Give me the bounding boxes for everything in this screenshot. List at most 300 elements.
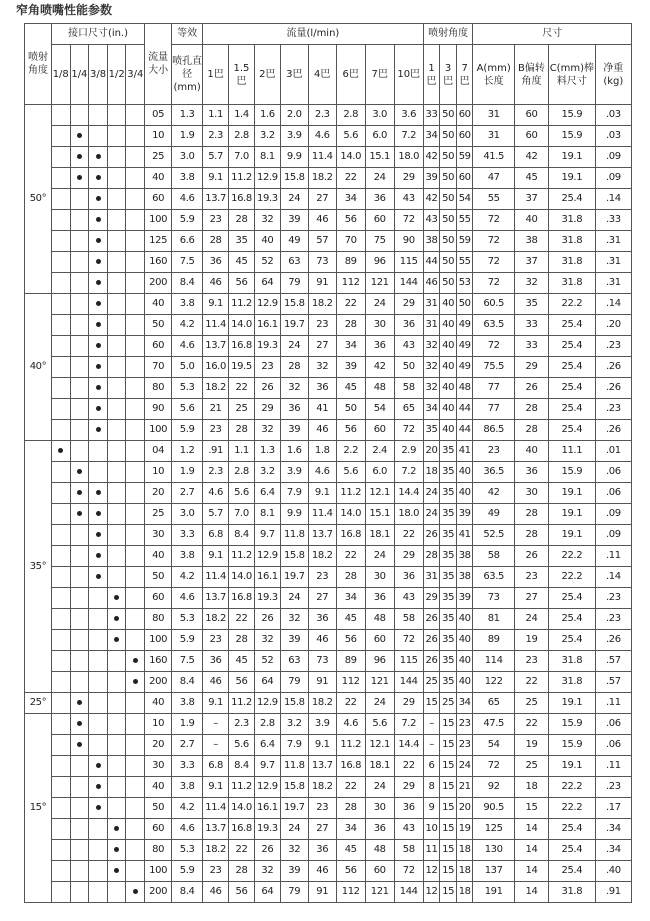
angle-value-cell: 40: [456, 483, 473, 504]
flow-cell: 60: [365, 420, 394, 441]
connection-cell: [51, 546, 70, 567]
flow-cell: 9.1: [203, 168, 229, 189]
weight-cell: .06: [595, 714, 631, 735]
flow-cell: 1.6: [254, 105, 280, 126]
dim-c-cell: 25.4: [549, 420, 596, 441]
connection-cell: [70, 420, 89, 441]
angle-value-cell: 35: [440, 609, 457, 630]
dim-c-cell: 31.8: [549, 210, 596, 231]
flow-cell: 36: [203, 651, 229, 672]
angle-value-cell: 25: [423, 672, 440, 693]
dim-c-cell: 31.8: [549, 651, 596, 672]
flow-cell: 52: [254, 252, 280, 273]
flow-cell: 32: [254, 630, 280, 651]
flow-cell: 1.6: [280, 441, 308, 462]
angle-value-cell: 15: [440, 819, 457, 840]
flow-cell: 12.9: [254, 294, 280, 315]
angle-value-cell: 24: [423, 504, 440, 525]
weight-cell: .17: [595, 798, 631, 819]
connection-cell: [107, 420, 126, 441]
angle-value-cell: 40: [456, 630, 473, 651]
flow-cell: 3.2: [254, 126, 280, 147]
flow-cell: 11.4: [203, 315, 229, 336]
dim-b-cell: 18: [514, 777, 548, 798]
flow-cell: 6.8: [203, 525, 229, 546]
flow-cell: 24: [365, 777, 394, 798]
dim-a-cell: 122: [473, 672, 514, 693]
connection-cell: [70, 315, 89, 336]
dim-c-cell: 11.1: [549, 441, 596, 462]
flow-cell: 79: [280, 882, 308, 903]
connection-cell: [107, 357, 126, 378]
flow-cell: 11.2: [229, 546, 255, 567]
flow-cell: 19.7: [280, 567, 308, 588]
angle-value-cell: 19: [456, 819, 473, 840]
header-angle-pressure: 7巴: [456, 45, 473, 105]
connection-cell: [89, 798, 108, 819]
flow-cell: 3.9: [308, 714, 336, 735]
flow-size-cell: 60: [145, 336, 172, 357]
flow-cell: 56: [336, 210, 365, 231]
flow-cell: 4.6: [308, 462, 336, 483]
dim-c-cell: 25.4: [549, 609, 596, 630]
flow-cell: 39: [280, 861, 308, 882]
connection-dot-icon: [96, 553, 101, 558]
angle-value-cell: 35: [440, 651, 457, 672]
table-row: [25, 798, 632, 819]
flow-cell: 52: [254, 651, 280, 672]
connection-cell: [89, 756, 108, 777]
angle-value-cell: 18: [456, 840, 473, 861]
angle-value-cell: 60: [456, 105, 473, 126]
connection-cell: [70, 630, 89, 651]
table-row: [25, 672, 632, 693]
flow-cell: 22: [336, 693, 365, 714]
connection-cell: [89, 609, 108, 630]
connection-cell: [70, 714, 89, 735]
flow-cell: 16.0: [203, 357, 229, 378]
flow-cell: 13.7: [203, 819, 229, 840]
flow-cell: 24: [280, 819, 308, 840]
flow-cell: 16.1: [254, 567, 280, 588]
table-row: [25, 168, 632, 189]
flow-cell: 45: [229, 252, 255, 273]
connection-cell: [126, 504, 145, 525]
flow-cell: 2.2: [336, 441, 365, 462]
angle-value-cell: 40: [440, 399, 457, 420]
flow-cell: 9.1: [203, 693, 229, 714]
flow-size-cell: 04: [145, 441, 172, 462]
flow-size-cell: 40: [145, 546, 172, 567]
flow-cell: 13.7: [308, 525, 336, 546]
table-row: [25, 336, 632, 357]
connection-cell: [70, 483, 89, 504]
flow-cell: 11.2: [229, 693, 255, 714]
connection-cell: [107, 231, 126, 252]
dim-a-cell: 89: [473, 630, 514, 651]
flow-cell: 29: [394, 546, 423, 567]
connection-cell: [70, 756, 89, 777]
dim-c-cell: 25.4: [549, 378, 596, 399]
header-conn-size: 1/4: [70, 45, 89, 105]
dim-b-cell: 38: [514, 231, 548, 252]
flow-cell: 14.0: [229, 798, 255, 819]
connection-cell: [70, 588, 89, 609]
table-row: [25, 357, 632, 378]
dim-c-cell: 31.8: [549, 252, 596, 273]
flow-cell: 1.8: [308, 441, 336, 462]
dim-c-cell: 19.1: [549, 756, 596, 777]
flow-cell: 48: [365, 609, 394, 630]
dim-a-cell: 42: [473, 483, 514, 504]
angle-value-cell: 15: [440, 714, 457, 735]
flow-cell: 5.6: [336, 462, 365, 483]
connection-cell: [51, 882, 70, 903]
angle-value-cell: 23: [456, 735, 473, 756]
flow-cell: 5.6: [229, 483, 255, 504]
angle-value-cell: 15: [440, 798, 457, 819]
flow-cell: 2.8: [254, 714, 280, 735]
connection-cell: [126, 315, 145, 336]
weight-cell: .40: [595, 861, 631, 882]
flow-cell: 58: [394, 840, 423, 861]
connection-dot-icon: [114, 826, 119, 831]
flow-cell: –: [203, 735, 229, 756]
connection-cell: [51, 651, 70, 672]
flow-cell: 9.1: [308, 483, 336, 504]
angle-value-cell: 35: [440, 462, 457, 483]
flow-cell: 18.0: [394, 147, 423, 168]
flow-cell: 1.1: [229, 441, 255, 462]
weight-cell: .23: [595, 336, 631, 357]
flow-cell: 9.7: [254, 756, 280, 777]
connection-cell: [51, 210, 70, 231]
flow-cell: 45: [336, 378, 365, 399]
connection-dot-icon: [114, 595, 119, 600]
dim-c-cell: 25.4: [549, 399, 596, 420]
weight-cell: .14: [595, 567, 631, 588]
connection-cell: [89, 483, 108, 504]
flow-cell: 36: [308, 609, 336, 630]
flow-cell: 89: [336, 651, 365, 672]
connection-dot-icon: [114, 868, 119, 873]
connection-cell: [51, 693, 70, 714]
weight-cell: .09: [595, 504, 631, 525]
flow-cell: 43: [394, 336, 423, 357]
header-flow-pressure: 10巴: [394, 45, 423, 105]
connection-cell: [126, 294, 145, 315]
spray-angle-cell: 35°: [25, 441, 52, 693]
angle-value-cell: 40: [440, 315, 457, 336]
flow-cell: 7.9: [280, 483, 308, 504]
connection-cell: [70, 672, 89, 693]
dim-c-cell: 31.8: [549, 231, 596, 252]
flow-cell: 11.4: [203, 798, 229, 819]
dim-a-cell: 23: [473, 441, 514, 462]
table-body: [25, 105, 632, 903]
flow-cell: 32: [280, 378, 308, 399]
connection-cell: [51, 462, 70, 483]
weight-cell: .23: [595, 777, 631, 798]
flow-cell: 56: [229, 273, 255, 294]
flow-size-cell: 200: [145, 882, 172, 903]
connection-cell: [70, 798, 89, 819]
connection-cell: [107, 735, 126, 756]
connection-dot-icon: [77, 490, 82, 495]
dim-b-cell: 28: [514, 399, 548, 420]
connection-cell: [89, 630, 108, 651]
dim-c-cell: 19.1: [549, 504, 596, 525]
connection-dot-icon: [96, 574, 101, 579]
flow-cell: 6.0: [365, 126, 394, 147]
flow-cell: 16.1: [254, 798, 280, 819]
dim-b-cell: 60: [514, 126, 548, 147]
header-angle-pressure: 1巴: [423, 45, 440, 105]
flow-cell: 16.8: [336, 756, 365, 777]
flow-cell: 14.4: [394, 735, 423, 756]
dim-a-cell: 191: [473, 882, 514, 903]
connection-cell: [126, 714, 145, 735]
connection-cell: [107, 693, 126, 714]
table-row: [25, 735, 632, 756]
connection-cell: [107, 756, 126, 777]
flow-cell: 29: [394, 693, 423, 714]
dim-a-cell: 41.5: [473, 147, 514, 168]
connection-cell: [51, 357, 70, 378]
connection-cell: [89, 525, 108, 546]
flow-size-cell: 25: [145, 504, 172, 525]
connection-cell: [51, 231, 70, 252]
connection-cell: [51, 420, 70, 441]
flow-cell: 14.4: [394, 483, 423, 504]
flow-cell: 5.6: [336, 126, 365, 147]
dim-b-cell: 26: [514, 546, 548, 567]
flow-cell: 36: [308, 378, 336, 399]
flow-cell: 56: [229, 882, 255, 903]
flow-cell: 15.8: [280, 693, 308, 714]
connection-dot-icon: [96, 364, 101, 369]
flow-cell: 1.1: [203, 105, 229, 126]
table-row: [25, 105, 632, 126]
angle-value-cell: 50: [456, 294, 473, 315]
dim-c-cell: 22.2: [549, 798, 596, 819]
flow-cell: 34: [336, 336, 365, 357]
flow-size-cell: 100: [145, 861, 172, 882]
dim-b-cell: 22: [514, 714, 548, 735]
angle-value-cell: 59: [456, 231, 473, 252]
dim-b-cell: 37: [514, 189, 548, 210]
flow-cell: 29: [394, 294, 423, 315]
flow-cell: 11.4: [308, 147, 336, 168]
weight-cell: .23: [595, 399, 631, 420]
angle-value-cell: 59: [456, 147, 473, 168]
flow-cell: 79: [280, 672, 308, 693]
angle-value-cell: 44: [423, 252, 440, 273]
flow-cell: 2.3: [308, 105, 336, 126]
flow-size-cell: 50: [145, 798, 172, 819]
flow-cell: 36: [203, 252, 229, 273]
weight-cell: .14: [595, 294, 631, 315]
angle-value-cell: 15: [440, 882, 457, 903]
orifice-cell: 1.2: [172, 441, 203, 462]
flow-cell: 18.2: [203, 609, 229, 630]
flow-cell: 16.1: [254, 315, 280, 336]
angle-value-cell: 34: [423, 126, 440, 147]
connection-cell: [70, 336, 89, 357]
angle-value-cell: 35: [440, 630, 457, 651]
connection-cell: [107, 189, 126, 210]
spray-angle-cell: 50°: [25, 105, 52, 294]
flow-cell: 28: [229, 630, 255, 651]
dim-b-cell: 26: [514, 378, 548, 399]
angle-value-cell: 10: [423, 819, 440, 840]
flow-cell: 5.6: [365, 714, 394, 735]
header-flow-pressure: 3巴: [280, 45, 308, 105]
connection-cell: [89, 189, 108, 210]
header-spray-angle: 喷射角度: [25, 24, 52, 105]
flow-cell: 2.4: [365, 441, 394, 462]
flow-cell: 46: [308, 861, 336, 882]
connection-dot-icon: [96, 763, 101, 768]
angle-value-cell: 26: [423, 525, 440, 546]
orifice-cell: 5.3: [172, 378, 203, 399]
connection-cell: [70, 441, 89, 462]
connection-cell: [51, 588, 70, 609]
flow-cell: 30: [365, 315, 394, 336]
flow-cell: 29: [394, 168, 423, 189]
header-dim-c: C(mm)棒料尺寸: [549, 45, 596, 105]
connection-dot-icon: [96, 511, 101, 516]
dim-b-cell: 42: [514, 147, 548, 168]
dim-b-cell: 28: [514, 504, 548, 525]
flow-cell: 3.9: [280, 126, 308, 147]
angle-value-cell: 50: [440, 147, 457, 168]
orifice-cell: 3.3: [172, 525, 203, 546]
flow-cell: 46: [203, 882, 229, 903]
connection-dot-icon: [77, 721, 82, 726]
flow-cell: 112: [336, 273, 365, 294]
dim-b-cell: 14: [514, 882, 548, 903]
flow-cell: 30: [365, 567, 394, 588]
connection-cell: [89, 672, 108, 693]
table-row: [25, 294, 632, 315]
dim-b-cell: 19: [514, 735, 548, 756]
flow-cell: 5.7: [203, 147, 229, 168]
connection-cell: [89, 420, 108, 441]
dim-a-cell: 49: [473, 504, 514, 525]
angle-value-cell: 24: [456, 756, 473, 777]
angle-value-cell: 40: [440, 420, 457, 441]
flow-cell: 23: [203, 630, 229, 651]
flow-cell: 3.2: [280, 714, 308, 735]
connection-cell: [107, 651, 126, 672]
orifice-cell: 4.6: [172, 819, 203, 840]
connection-dot-icon: [77, 742, 82, 747]
table-row: [25, 882, 632, 903]
dim-b-cell: 40: [514, 210, 548, 231]
connection-cell: [51, 777, 70, 798]
connection-dot-icon: [96, 259, 101, 264]
dim-a-cell: 77: [473, 399, 514, 420]
flow-cell: 63: [280, 252, 308, 273]
angle-value-cell: 35: [440, 483, 457, 504]
dim-b-cell: 23: [514, 567, 548, 588]
orifice-cell: 4.2: [172, 567, 203, 588]
connection-dot-icon: [96, 490, 101, 495]
weight-cell: .57: [595, 672, 631, 693]
connection-cell: [107, 336, 126, 357]
connection-cell: [51, 798, 70, 819]
flow-cell: 22: [394, 525, 423, 546]
connection-cell: [70, 735, 89, 756]
flow-cell: 39: [280, 630, 308, 651]
flow-cell: 50: [394, 357, 423, 378]
flow-cell: 64: [254, 672, 280, 693]
flow-cell: 43: [394, 588, 423, 609]
dim-a-cell: 55: [473, 189, 514, 210]
flow-cell: 13.7: [203, 588, 229, 609]
connection-cell: [107, 546, 126, 567]
table-row: [25, 714, 632, 735]
flow-cell: 16.8: [229, 588, 255, 609]
connection-cell: [70, 231, 89, 252]
connection-dot-icon: [96, 301, 101, 306]
angle-value-cell: 31: [423, 567, 440, 588]
flow-cell: 23: [308, 567, 336, 588]
angle-value-cell: 35: [440, 525, 457, 546]
dim-b-cell: 27: [514, 588, 548, 609]
flow-cell: 144: [394, 672, 423, 693]
connection-cell: [70, 462, 89, 483]
flow-size-cell: 60: [145, 189, 172, 210]
connection-cell: [126, 609, 145, 630]
connection-cell: [51, 399, 70, 420]
flow-cell: 115: [394, 252, 423, 273]
flow-size-cell: 200: [145, 273, 172, 294]
dim-a-cell: 47: [473, 168, 514, 189]
connection-dot-icon: [96, 427, 101, 432]
flow-cell: 12.9: [254, 168, 280, 189]
flow-cell: 89: [336, 252, 365, 273]
connection-cell: [107, 714, 126, 735]
connection-cell: [126, 420, 145, 441]
flow-cell: 28: [229, 420, 255, 441]
connection-cell: [89, 273, 108, 294]
flow-cell: 3.2: [254, 462, 280, 483]
flow-size-cell: 20: [145, 483, 172, 504]
connection-cell: [107, 315, 126, 336]
flow-cell: 14.0: [229, 567, 255, 588]
angle-value-cell: 29: [423, 588, 440, 609]
angle-value-cell: 32: [423, 378, 440, 399]
flow-size-cell: 40: [145, 777, 172, 798]
flow-size-cell: 50: [145, 315, 172, 336]
flow-cell: 144: [394, 882, 423, 903]
flow-cell: 9.7: [254, 525, 280, 546]
flow-cell: 36: [394, 798, 423, 819]
flow-cell: 34: [336, 189, 365, 210]
angle-value-cell: 40: [456, 462, 473, 483]
flow-cell: 27: [308, 336, 336, 357]
flow-cell: 18.0: [394, 504, 423, 525]
angle-value-cell: 43: [423, 210, 440, 231]
flow-cell: 23: [203, 210, 229, 231]
weight-cell: .14: [595, 189, 631, 210]
flow-cell: 36: [394, 567, 423, 588]
flow-cell: 12.1: [365, 483, 394, 504]
dim-a-cell: 130: [473, 840, 514, 861]
flow-cell: 5.6: [229, 735, 255, 756]
